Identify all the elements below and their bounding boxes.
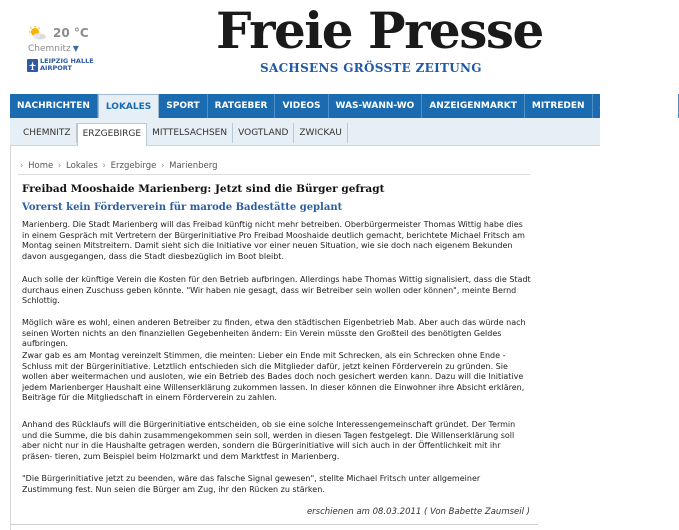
article-subheadline: Vorerst kein Förderverein für marode Badestätte geplant xyxy=(22,202,343,213)
chevron-right-icon: › xyxy=(102,161,106,171)
article-byline xyxy=(307,507,530,517)
breadcrumb-home[interactable]: Home xyxy=(28,161,54,171)
article-paragraph: Zwar gab es am Montag vereinzelt Stimmen, die meinten: Lieber ein Ende mit Schrecken, als ein Schrecken ohne Ende - Schluss mit der Bürgerinitiative. Letztlich entschieden sich die Mitglieder dafür, jetzt keinen Förderverein zu gründen. Sie wollen aber weitermachen und ausloten, wie ein Betrieb des Bades doch noch gesichert werden kann. Dazu will die Initiative jedem Marienberger Haushalt eine Willenserklärung zukommen lassen. In dieser können die Einwohner ihre Absicht erklären, Beiträge für die Mitgliedschaft in einem Förderverein zu zahlen. xyxy=(22,351,525,402)
chevron-right-icon: › xyxy=(20,161,24,171)
nav-item-abonnement[interactable]: ABONNEMENT xyxy=(593,94,679,118)
temperature: 20 °C xyxy=(53,26,89,40)
sun-cloud-icon xyxy=(27,26,47,40)
nav-item-videos[interactable]: VIDEOS xyxy=(275,94,328,118)
site-header xyxy=(0,0,600,92)
nav-item-lokales[interactable]: LOKALES xyxy=(98,94,159,118)
subnav-item-zwickau[interactable]: ZWICKAU xyxy=(294,123,348,143)
nav-item-anzeigenmarkt[interactable]: ANZEIGENMARKT xyxy=(422,94,525,118)
article-paragraph: Marienberg. Die Stadt Marienberg will das Freibad künftig nicht mehr betreiben. Oberbürgermeister Thomas Wittig habe dies in einem Gespräch mit Vertretern der Bürgerinitiative Pro Freibad Mooshaide deutlich gemacht, berichtete Michael Fritsch am Montag seinen Mitstreitern. Damit sieht sich die Initiative vor einer neuen Situation, wie sie doch nach eigenem Bekunden davon ausgegangen, dass die Stadt diesbezüglich im Boot bleibt. xyxy=(22,220,525,261)
subnav-item-erzgebirge[interactable]: ERZGEBIRGE xyxy=(77,123,148,146)
nav-item-ratgeber[interactable]: RATGEBER xyxy=(208,94,276,118)
article-paragraph: Anhand des Rücklaufs will die Bürgerinitiative entscheiden, ob sie eine solche Interessengemeinschaft gründet. Der Termin und die Summe, die bis dahin zusammengekommen sein soll, werden in diesen Tagen festgelegt. Die Willenserklärung soll aber nicht nur in die Haushalte getragen werden, sondern die Bürgerinitiative will sich auch in der Öffentlichkeit mit ihr präsen- tieren, zum Beispiel beim Holzmarkt und dem Marktfest in Marienberg. xyxy=(22,420,516,461)
airport-plane-icon xyxy=(27,59,38,72)
site-logo[interactable]: Freie Presse xyxy=(216,1,543,60)
subnav-item-chemnitz[interactable]: CHEMNITZ xyxy=(18,123,77,143)
breadcrumb-erzgebirge[interactable]: Erzgebirge xyxy=(110,161,157,171)
airport-name xyxy=(40,58,94,72)
sub-navigation xyxy=(10,118,600,146)
breadcrumb xyxy=(18,161,218,171)
publish-date: erschienen am 08.03.2011 xyxy=(306,507,422,517)
weather-city: Chemnitz xyxy=(28,44,71,54)
breadcrumb-marienberg[interactable]: Marienberg xyxy=(169,161,218,171)
author: ( Von Babette Zaumseil ) xyxy=(424,507,530,517)
subnav-item-vogtland[interactable]: VOGTLAND xyxy=(233,123,294,143)
breadcrumb-lokales[interactable]: Lokales xyxy=(66,161,98,171)
airport-line-1: LEIPZIG HALLE xyxy=(40,57,94,65)
article-paragraph: Auch solle der künftige Verein die Kosten für den Betrieb aufbringen. Allerdings habe Thomas Wittig signalisiert, dass die Stadt durchaus einen Zuschuss geben könnte. "Wir haben nie gesagt, dass wir Betreiber sein wollen oder können", meinte Bernd Schlottig. xyxy=(22,275,531,305)
site-tagline: SACHSENS GRÖSSTE ZEITUNG xyxy=(260,61,482,75)
nav-item-sport[interactable]: SPORT xyxy=(159,94,207,118)
nav-item-mitreden[interactable]: MITREDEN xyxy=(525,94,593,118)
article-paragraph: Möglich wäre es wohl, einen anderen Betreiber zu finden, etwa den städtischen Eigenbetrieb Mab. Aber auch das würde nach seinen Worten nichts an den finanziellen Gegebenheiten ändern: Ein Verein müsste den Großteil des benötigten Geldes aufbringen. xyxy=(22,318,526,348)
nav-item-was-wann-wo[interactable]: WAS-WANN-WO xyxy=(329,94,423,118)
article-paragraph: "Die Bürgerinitiative jetzt zu beenden, wäre das falsche Signal gewesen", stellte Michael Fritsch unter allgemeiner Zustimmung fest. Nun seien die Bürger am Zug, ihr den Rücken zu stärken. xyxy=(22,474,481,494)
chevron-down-icon: ▼ xyxy=(72,44,79,53)
chevron-right-icon: › xyxy=(57,161,62,171)
divider xyxy=(10,524,538,525)
chevron-right-icon: › xyxy=(161,161,165,171)
subnav-item-mittelsachsen[interactable]: MITTELSACHSEN xyxy=(147,123,233,143)
main-navigation xyxy=(10,94,672,118)
airport-line-2: AIRPORT xyxy=(40,64,72,72)
nav-item-nachrichten[interactable]: NACHRICHTEN xyxy=(10,94,98,118)
article-headline: Freibad Mooshaide Marienberg: Jetzt sind die Bürger gefragt xyxy=(22,183,385,195)
divider xyxy=(18,174,530,175)
weather-city-select[interactable] xyxy=(28,44,79,54)
airport-logo[interactable] xyxy=(27,57,94,74)
